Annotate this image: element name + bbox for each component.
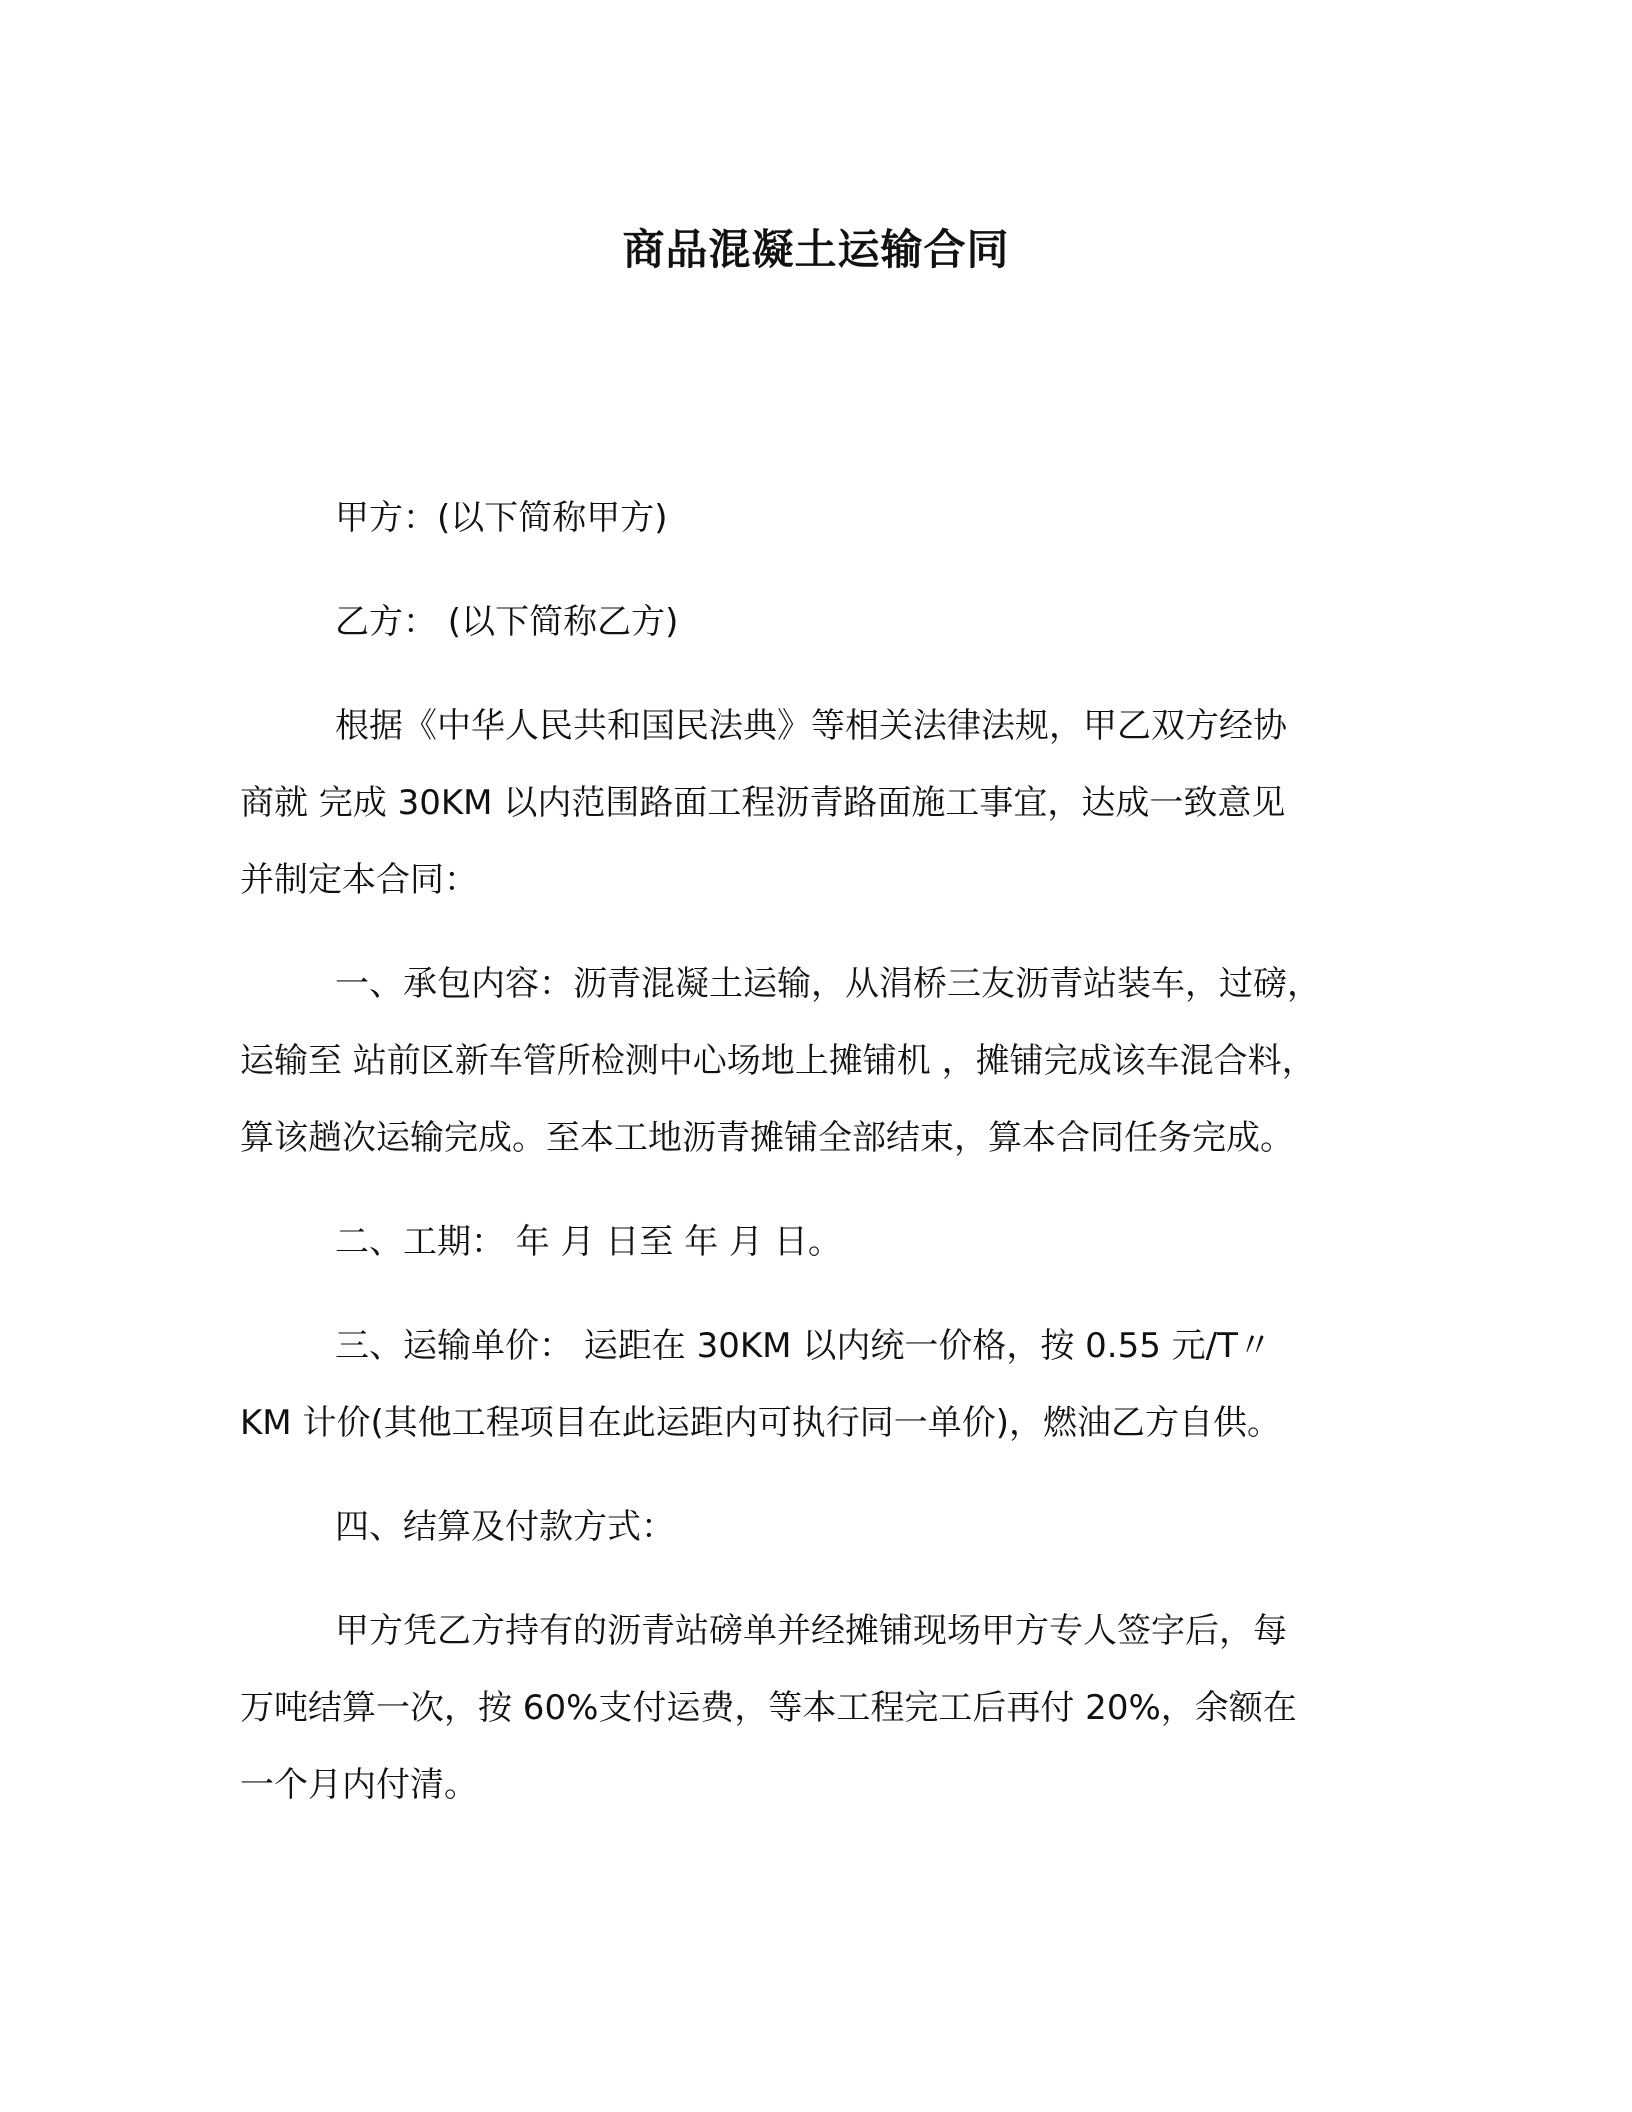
clause-4-line-2: 万吨结算一次，按 60%支付运费，等本工程完工后再付 20%，余额在 xyxy=(240,1688,1297,1728)
clause-3-line-1: 三、运输单价： 运距在 30KM 以内统一价格，按 0.55 元/T〃 xyxy=(335,1326,1272,1366)
clause-1-line-1: 一、承包内容：沥青混凝土运输，从涓桥三友沥青站装车，过磅， xyxy=(335,964,1321,1004)
clause-2-line: 二、工期： 年 月 日至 年 月 日。 xyxy=(335,1222,842,1262)
clause-1-line-2: 运输至 站前区新车管所检测中心场地上摊铺机 ，摊铺完成该车混合料， xyxy=(240,1041,1316,1081)
clause-4-heading: 四、结算及付款方式： xyxy=(335,1507,675,1547)
clause-4-line-3: 一个月内付清。 xyxy=(240,1765,478,1805)
clause-1-line-3: 算该趟次运输完成。至本工地沥青摊铺全部结束，算本合同任务完成。 xyxy=(240,1118,1294,1158)
clause-4-line-1: 甲方凭乙方持有的沥青站磅单并经摊铺现场甲方专人签字后，每 xyxy=(335,1611,1287,1651)
party-a-line: 甲方：(以下简称甲方) xyxy=(335,498,668,538)
party-b-line: 乙方： (以下简称乙方) xyxy=(335,602,679,642)
preamble-line-2: 商就 完成 30KM 以内范围路面工程沥青路面施工事宜，达成一致意见 xyxy=(240,783,1286,823)
document-title: 商品混凝土运输合同 xyxy=(622,225,1010,274)
preamble-line-1: 根据《中华人民共和国民法典》等相关法律法规，甲乙双方经协 xyxy=(335,706,1287,746)
preamble-line-3: 并制定本合同： xyxy=(240,860,478,900)
clause-3-line-2: KM 计价(其他工程项目在此运距内可执行同一单价)，燃油乙方自供。 xyxy=(240,1403,1281,1443)
